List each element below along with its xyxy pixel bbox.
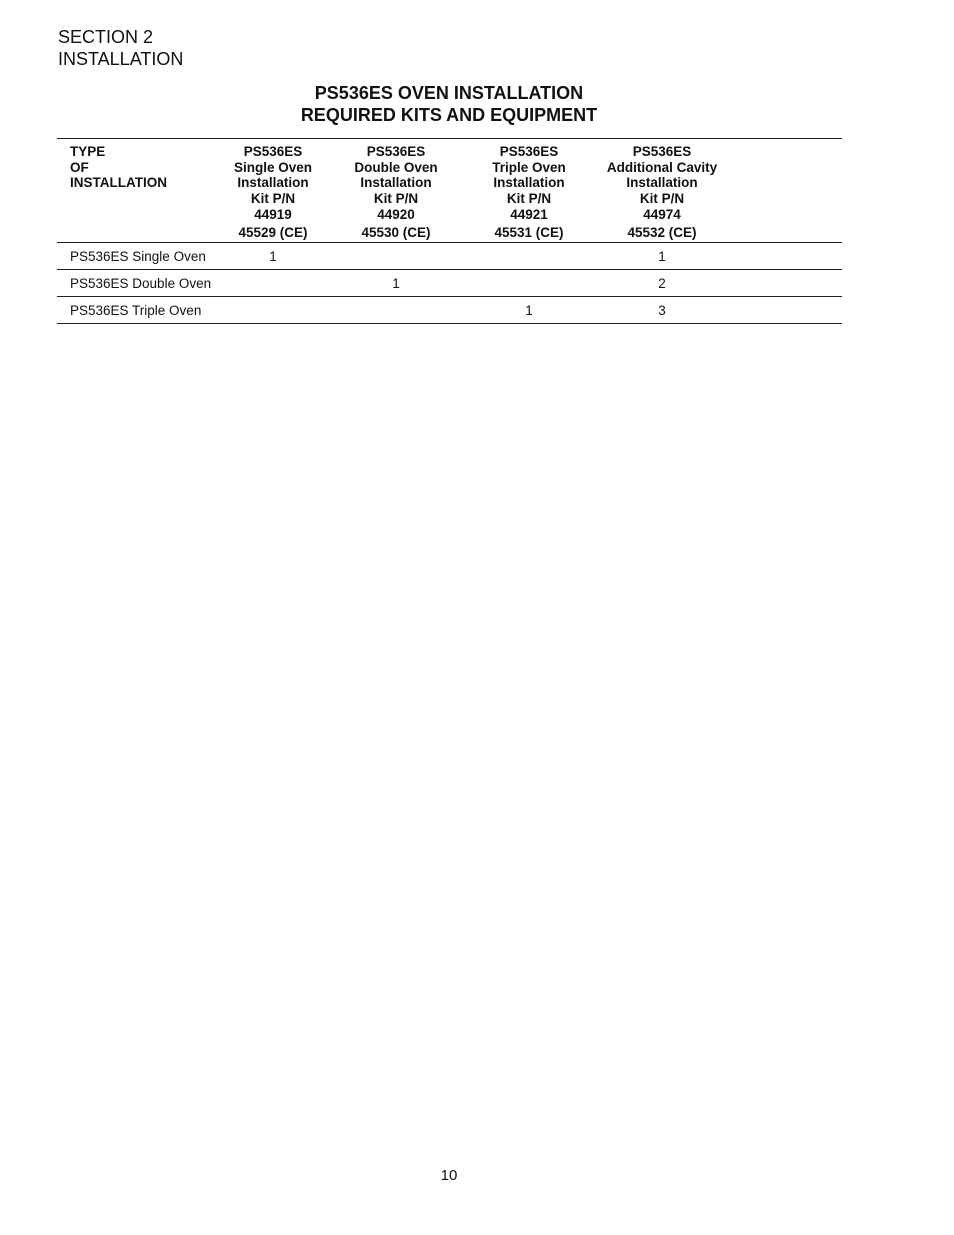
title-line-1: PS536ES OVEN INSTALLATION (314, 83, 584, 103)
ce-part-number: 45530 (CE) (361, 224, 431, 240)
empty-cell (726, 297, 842, 324)
document-title (0, 82, 898, 126)
ce-part-number: 45529 (CE) (238, 224, 308, 240)
quantity-cell (460, 270, 598, 297)
quantity-cell (214, 270, 332, 297)
ce-part-number: 45532 (CE) (627, 224, 697, 240)
title-line-2: REQUIRED KITS AND EQUIPMENT (300, 105, 598, 125)
chapter-label: INSTALLATION (58, 49, 184, 69)
ce-part-number: 45531 (CE) (494, 224, 564, 240)
quantity-cell (332, 243, 460, 270)
part-number: 44920 (377, 206, 415, 222)
empty-cell (726, 270, 842, 297)
header-text: Installation (237, 175, 309, 191)
header-text: PS536ES (366, 144, 426, 159)
header-text: Kit P/N (373, 191, 419, 207)
empty-header-cell (726, 139, 842, 243)
header-text: Single Oven (233, 159, 313, 175)
header-text: Double Oven (354, 159, 438, 175)
section-label: SECTION 2 (58, 27, 154, 47)
header-text: Installation (360, 175, 432, 191)
header-text: TYPE (70, 144, 106, 159)
additional-cavity-kit-header (598, 139, 726, 243)
quantity-cell: 1 (392, 275, 400, 291)
table-row (57, 270, 842, 297)
table-row (57, 297, 842, 324)
header-text: INSTALLATION (70, 175, 167, 191)
quantity-cell (460, 243, 598, 270)
quantity-cell: 1 (269, 248, 277, 264)
part-number: 44974 (643, 206, 681, 222)
header-text: OF (70, 159, 89, 175)
header-text: Additional Cavity (606, 159, 718, 175)
table-row (57, 243, 842, 270)
quantity-cell: 1 (525, 302, 533, 318)
quantity-cell (214, 297, 332, 324)
quantity-cell: 2 (658, 275, 666, 291)
header-text: PS536ES (499, 144, 559, 159)
type-of-installation-header (57, 139, 214, 243)
section-header (58, 26, 183, 70)
part-number: 44919 (254, 206, 292, 222)
quantity-cell: 3 (658, 302, 666, 318)
installation-type-cell: PS536ES Double Oven (70, 275, 212, 291)
part-number: 44921 (510, 206, 548, 222)
quantity-cell (332, 297, 460, 324)
single-oven-kit-header (214, 139, 332, 243)
header-text: PS536ES (243, 144, 303, 159)
triple-oven-kit-header (460, 139, 598, 243)
double-oven-kit-header (332, 139, 460, 243)
header-text: Installation (493, 175, 565, 191)
empty-cell (726, 243, 842, 270)
quantity-cell: 1 (658, 248, 666, 264)
required-kits-table (57, 138, 842, 324)
header-text: Kit P/N (639, 191, 685, 207)
header-text: PS536ES (632, 144, 692, 159)
header-text: Triple Oven (492, 159, 566, 175)
page-number: 10 (440, 1167, 458, 1184)
header-text: Kit P/N (250, 191, 296, 207)
header-text: Installation (626, 175, 698, 191)
installation-type-cell: PS536ES Single Oven (70, 248, 206, 264)
header-text: Kit P/N (506, 191, 552, 207)
table-header-row (57, 139, 842, 243)
installation-type-cell: PS536ES Triple Oven (70, 302, 202, 318)
